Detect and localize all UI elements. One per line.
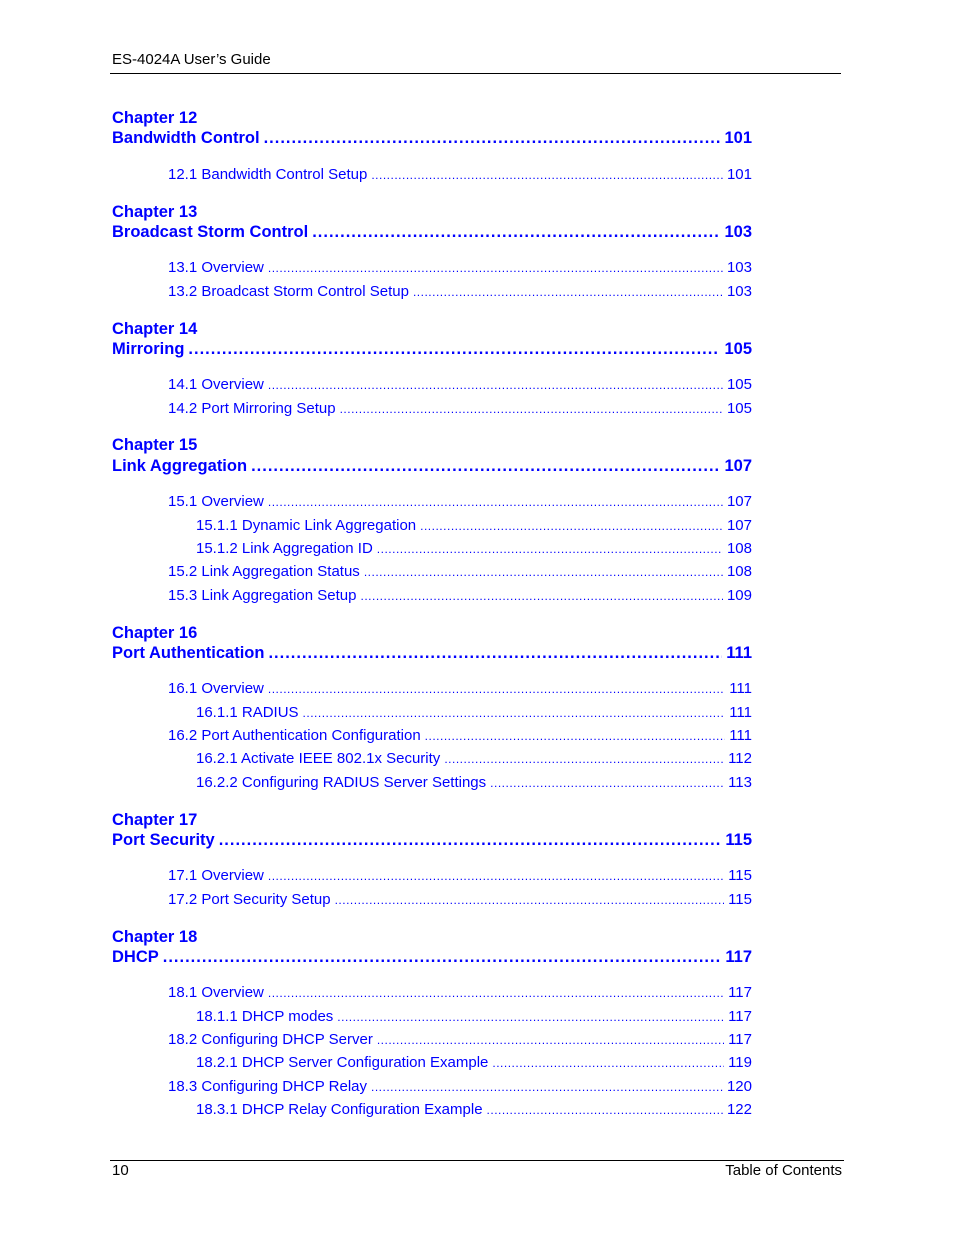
dot-leader <box>268 643 722 663</box>
toc-entry-13-1[interactable] <box>168 259 752 277</box>
dot-leader <box>188 339 720 359</box>
chapter-18-link[interactable] <box>112 947 752 967</box>
dot-leader <box>268 680 725 698</box>
page-number: 105 <box>726 400 752 417</box>
dot-leader <box>264 128 721 148</box>
entry-title: 14.1 Overview <box>168 376 264 393</box>
entry-title: 15.2 Link Aggregation Status <box>168 563 360 580</box>
toc-entry-13-2[interactable] <box>168 283 752 301</box>
chapter-16-label[interactable]: Chapter 16 <box>112 624 198 642</box>
toc-entry-18-2-1[interactable] <box>196 1054 752 1072</box>
toc-entry-16-2-1[interactable] <box>196 750 752 768</box>
toc-entry-17-1[interactable] <box>168 867 752 885</box>
dot-leader <box>444 750 724 768</box>
entry-title: 16.2.2 Configuring RADIUS Server Settings <box>196 774 487 791</box>
dot-leader <box>425 727 726 745</box>
dot-leader <box>303 704 726 722</box>
entry-title: 15.1 Overview <box>168 493 264 510</box>
entry-title: 16.2.1 Activate IEEE 802.1x Security <box>196 750 441 767</box>
entry-title: 15.1.2 Link Aggregation ID <box>196 540 373 557</box>
chapter-title: Port Authentication <box>112 644 265 662</box>
dot-leader <box>371 1078 723 1096</box>
dot-leader <box>377 540 723 558</box>
footer-page-number: 10 <box>112 1162 129 1179</box>
dot-leader <box>377 1031 724 1049</box>
entry-title: 18.1.1 DHCP modes <box>196 1008 334 1025</box>
dot-leader <box>492 1054 724 1072</box>
chapter-14-label[interactable]: Chapter 14 <box>112 320 198 338</box>
dot-leader <box>268 376 723 394</box>
page-number: 117 <box>725 948 752 966</box>
page-number: 103 <box>726 283 752 300</box>
toc-entry-18-3-1[interactable] <box>196 1101 752 1119</box>
dot-leader <box>371 166 723 184</box>
toc-entry-16-2-2[interactable] <box>196 774 752 792</box>
dot-leader <box>360 587 722 605</box>
chapter-13-label[interactable]: Chapter 13 <box>112 203 198 221</box>
chapter-18-label[interactable]: Chapter 18 <box>112 928 198 946</box>
entry-title: 15.3 Link Aggregation Setup <box>168 587 357 604</box>
toc-entry-18-3[interactable] <box>168 1078 752 1096</box>
chapter-title: Bandwidth Control <box>112 129 260 147</box>
entry-title: 16.1.1 RADIUS <box>196 704 299 721</box>
page-number: 101 <box>724 129 752 147</box>
dot-leader <box>420 517 723 535</box>
page-number: 111 <box>726 644 752 662</box>
entry-title: 18.3 Configuring DHCP Relay <box>168 1078 367 1095</box>
dot-leader <box>219 830 722 850</box>
entry-title: 16.2 Port Authentication Configuration <box>168 727 421 744</box>
chapter-title: Link Aggregation <box>112 457 248 475</box>
page-number: 108 <box>726 540 752 557</box>
page-number: 107 <box>726 493 752 510</box>
entry-title: 18.1 Overview <box>168 984 264 1001</box>
toc-entry-16-1-1[interactable] <box>196 704 752 722</box>
toc-entry-15-1[interactable] <box>168 493 752 511</box>
page-number: 122 <box>726 1101 752 1118</box>
toc-entry-16-1[interactable] <box>168 680 752 698</box>
toc-entry-15-2[interactable] <box>168 563 752 581</box>
dot-leader <box>413 283 723 301</box>
toc-entry-18-1[interactable] <box>168 984 752 1002</box>
dot-leader <box>163 947 722 967</box>
entry-title: 15.1.1 Dynamic Link Aggregation <box>196 517 417 534</box>
entry-title: 16.1 Overview <box>168 680 264 697</box>
toc-entry-15-1-1[interactable] <box>196 517 752 535</box>
dot-leader <box>340 400 723 418</box>
dot-leader <box>268 867 724 885</box>
page-number: 115 <box>725 831 752 849</box>
chapter-title: DHCP <box>112 948 159 966</box>
chapter-14-link[interactable] <box>112 339 752 359</box>
chapter-15-label[interactable]: Chapter 15 <box>112 436 198 454</box>
toc-entry-18-2[interactable] <box>168 1031 752 1049</box>
dot-leader <box>490 774 724 792</box>
page-number: 107 <box>726 517 752 534</box>
toc-entry-14-1[interactable] <box>168 376 752 394</box>
chapter-16-link[interactable] <box>112 643 752 663</box>
dot-leader <box>268 984 724 1002</box>
dot-leader <box>335 891 724 909</box>
page-number: 117 <box>728 984 752 1001</box>
chapter-title: Broadcast Storm Control <box>112 223 309 241</box>
page-number: 108 <box>726 563 752 580</box>
dot-leader <box>337 1008 724 1026</box>
chapter-title: Mirroring <box>112 340 185 358</box>
footer-section-title: Table of Contents <box>725 1162 842 1179</box>
toc-entry-15-1-2[interactable] <box>196 540 752 558</box>
chapter-17-link[interactable] <box>112 830 752 850</box>
page-number: 101 <box>726 166 752 183</box>
page-number: 105 <box>726 376 752 393</box>
entry-title: 18.2 Configuring DHCP Server <box>168 1031 373 1048</box>
footer-divider <box>110 1160 844 1161</box>
chapter-title: Port Security <box>112 831 215 849</box>
page-number: 107 <box>724 457 752 475</box>
toc-entry-12-1[interactable] <box>168 166 752 184</box>
page-number: 115 <box>728 867 752 884</box>
dot-leader <box>312 222 720 242</box>
entry-title: 12.1 Bandwidth Control Setup <box>168 166 368 183</box>
page-number: 103 <box>726 259 752 276</box>
toc-entry-14-2[interactable] <box>168 400 752 418</box>
page-number: 117 <box>728 1031 752 1048</box>
page-number: 111 <box>729 727 752 744</box>
page-number: 112 <box>728 750 752 767</box>
dot-leader <box>364 563 723 581</box>
toc-entry-16-2[interactable] <box>168 727 752 745</box>
chapter-12-label[interactable]: Chapter 12 <box>112 109 198 127</box>
document-title: ES-4024A User’s Guide <box>112 51 271 68</box>
chapter-17-label[interactable]: Chapter 17 <box>112 811 198 829</box>
header-divider <box>110 73 841 74</box>
page-number: 113 <box>728 774 752 791</box>
entry-title: 18.3.1 DHCP Relay Configuration Example <box>196 1101 483 1118</box>
toc-entry-15-3[interactable] <box>168 587 752 605</box>
page-number: 103 <box>724 223 752 241</box>
toc-entry-18-1-1[interactable] <box>196 1008 752 1026</box>
chapter-15-link[interactable] <box>112 456 752 476</box>
entry-title: 17.2 Port Security Setup <box>168 891 331 908</box>
page-number: 119 <box>728 1054 752 1071</box>
dot-leader <box>487 1101 723 1119</box>
chapter-12-link[interactable] <box>112 128 752 148</box>
entry-title: 18.2.1 DHCP Server Configuration Example <box>196 1054 489 1071</box>
dot-leader <box>268 259 723 277</box>
chapter-13-link[interactable] <box>112 222 752 242</box>
page-number: 117 <box>728 1008 752 1025</box>
entry-title: 13.2 Broadcast Storm Control Setup <box>168 283 409 300</box>
entry-title: 14.2 Port Mirroring Setup <box>168 400 336 417</box>
page-number: 120 <box>726 1078 752 1095</box>
toc-entry-17-2[interactable] <box>168 891 752 909</box>
entry-title: 13.1 Overview <box>168 259 264 276</box>
page-number: 111 <box>729 704 752 721</box>
dot-leader <box>268 493 723 511</box>
page-number: 115 <box>728 891 752 908</box>
dot-leader <box>251 456 720 476</box>
entry-title: 17.1 Overview <box>168 867 264 884</box>
page-number: 111 <box>729 680 752 697</box>
page-number: 109 <box>726 587 752 604</box>
page-number: 105 <box>724 340 752 358</box>
